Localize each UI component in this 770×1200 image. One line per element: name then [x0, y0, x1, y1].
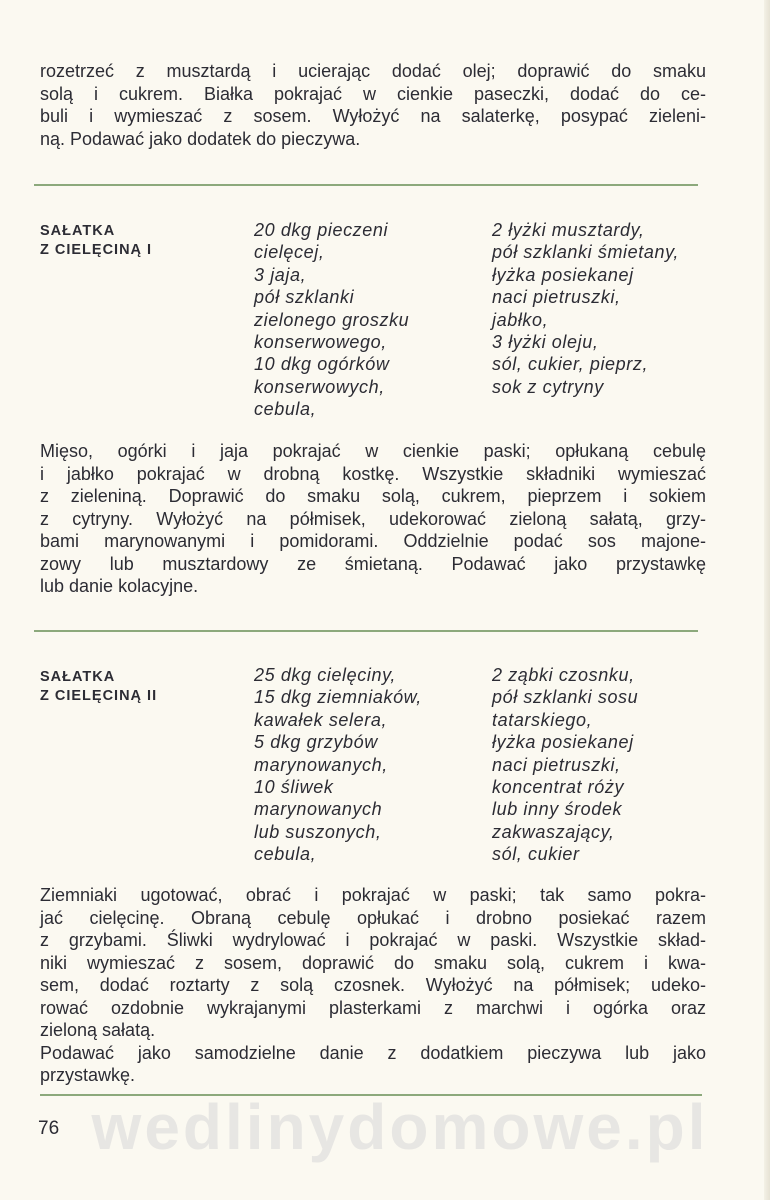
- text-line: zieloną sałatą.: [40, 1020, 156, 1040]
- ingredient-line: tatarskiego,: [492, 709, 593, 730]
- ingredient-line: marynowanych: [254, 799, 383, 820]
- recipe-1-method: [40, 440, 706, 598]
- ingredient-line: naci pietruszki,: [492, 287, 621, 308]
- recipe-1-ingredients-left: [254, 219, 409, 421]
- recipe-title-line: Z CIELĘCINĄ I: [40, 242, 153, 258]
- ingredient-line: 5 dkg grzybów: [254, 732, 378, 753]
- ingredient-line: naci pietruszki,: [492, 754, 621, 775]
- ingredient-line: pół szklanki: [254, 287, 355, 308]
- page-edge-shadow: [764, 0, 770, 1200]
- ingredient-line: zakwaszający,: [492, 821, 615, 842]
- ingredient-line: 10 śliwek: [254, 777, 334, 798]
- ingredient-line: cielęcej,: [254, 242, 325, 263]
- text-line: niki wymieszać z sosem, doprawić do smaku solą, cukrem i kwa-: [40, 952, 706, 973]
- section-divider: [34, 630, 698, 632]
- page-number: 76: [38, 1118, 60, 1139]
- ingredient-line: cebula,: [254, 399, 317, 420]
- text-line: z cytryny. Wyłożyć na półmisek, udekorować zieloną sałatą, grzy-: [40, 508, 706, 529]
- recipe-title-line: Z CIELĘCINĄ II: [40, 688, 158, 704]
- ingredient-line: 25 dkg cielęciny,: [254, 665, 396, 685]
- recipe-1-title: [40, 222, 152, 260]
- ingredient-line: łyżka posiekanej: [492, 732, 634, 753]
- intro-paragraph: [40, 60, 706, 150]
- text-line: solą i cukrem. Białka pokrajać w cienkie paseczki, dodać do ce-: [40, 83, 706, 104]
- ingredient-line: konserwowych,: [254, 376, 385, 397]
- section-divider: [34, 184, 698, 186]
- text-line: z grzybami. Śliwki wydrylować i pokrajać w paski. Wszystkie skład-: [40, 930, 706, 950]
- recipe-1-ingredients-right: [492, 219, 679, 398]
- text-line: rozetrzeć z musztardą i ucierając dodać olej; doprawić do smaku: [40, 61, 706, 81]
- ingredient-line: konserwowego,: [254, 332, 387, 353]
- text-line: jać cielęcinę. Obraną cebulę opłukać i drobno posiekać razem: [40, 907, 706, 928]
- ingredient-line: 10 dkg ogórków: [254, 354, 390, 375]
- ingredient-line: 2 łyżki musztardy,: [492, 220, 645, 240]
- ingredient-line: 3 jaja,: [254, 264, 307, 285]
- ingredient-line: lub suszonych,: [254, 821, 382, 842]
- ingredient-line: jabłko,: [492, 309, 549, 330]
- ingredient-line: zielonego groszku: [254, 309, 410, 330]
- text-line: i jabłko pokrajać w drobną kostkę. Wszystkie składniki wymieszać: [40, 463, 706, 484]
- watermark: wedlinydomowe.pl: [91, 1091, 709, 1163]
- text-line: Mięso, ogórki i jaja pokrajać w cienkie paski; opłukaną cebulę: [40, 441, 706, 461]
- ingredient-line: pół szklanki śmietany,: [492, 242, 679, 263]
- text-line: przystawkę.: [40, 1065, 136, 1085]
- ingredient-line: 3 łyżki oleju,: [492, 332, 599, 353]
- text-line: rować ozdobnie wykrajanymi plasterkami z marchwi i ogórka oraz: [40, 997, 706, 1018]
- text-line: zowy lub musztardowy ze śmietaną. Podawać jako przystawkę: [40, 553, 706, 574]
- recipe-2-method: [40, 884, 706, 1087]
- recipe-title-line: SAŁATKA: [40, 669, 116, 685]
- text-line: buli i wymieszać z sosem. Wyłożyć na salaterkę, posypać zieleni-: [40, 106, 706, 126]
- ingredient-line: cebula,: [254, 844, 317, 865]
- text-line: z zieleniną. Doprawić do smaku solą, cukrem, pieprzem i sokiem: [40, 486, 706, 506]
- ingredient-line: kawałek selera,: [254, 709, 388, 730]
- recipe-title-line: SAŁATKA: [40, 223, 116, 239]
- text-line: Ziemniaki ugotować, obrać i pokrajać w paski; tak samo pokra-: [40, 885, 706, 905]
- ingredient-line: sól, cukier: [492, 844, 580, 865]
- recipe-2-title: [40, 668, 157, 706]
- ingredient-line: sok z cytryny: [492, 376, 604, 397]
- recipe-2-ingredients-left: [254, 664, 422, 866]
- text-line: lub danie kolacyjne.: [40, 576, 199, 596]
- ingredient-line: 20 dkg pieczeni: [254, 220, 389, 240]
- ingredient-line: pół szklanki sosu: [492, 687, 639, 708]
- ingredient-line: 15 dkg ziemniaków,: [254, 687, 422, 708]
- text-line: bami marynowanymi i pomidorami. Oddzielnie podać sos majone-: [40, 531, 706, 551]
- text-line: ną. Podawać jako dodatek do pieczywa.: [40, 128, 361, 149]
- ingredient-line: sól, cukier, pieprz,: [492, 354, 649, 375]
- ingredient-line: marynowanych,: [254, 754, 388, 775]
- text-line: Podawać jako samodzielne danie z dodatkiem pieczywa lub jako: [40, 1042, 706, 1063]
- ingredient-line: 2 ząbki czosnku,: [492, 665, 635, 685]
- ingredient-line: koncentrat róży: [492, 777, 625, 798]
- recipe-2-ingredients-right: [492, 664, 638, 866]
- ingredient-line: łyżka posiekanej: [492, 264, 634, 285]
- text-line: sem, dodać roztarty z solą czosnek. Wyłożyć na półmisek; udeko-: [40, 975, 706, 995]
- ingredient-line: lub inny środek: [492, 799, 623, 820]
